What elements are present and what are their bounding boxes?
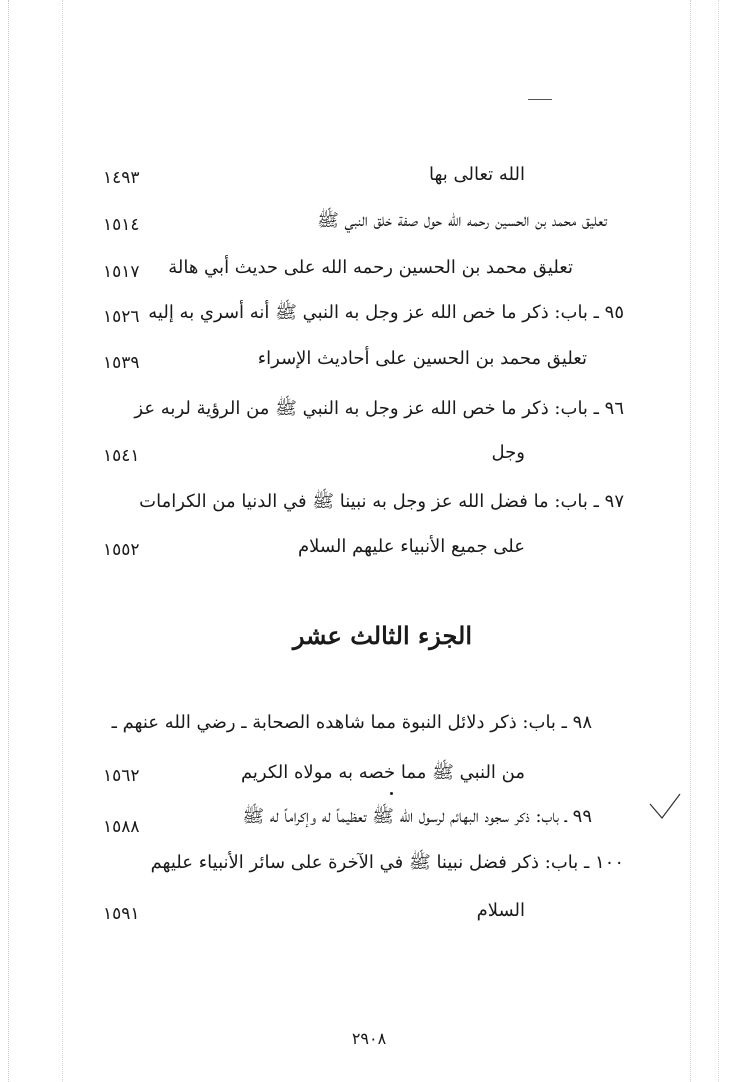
toc-entry-continuation: وجل (491, 442, 525, 463)
toc-page-number: ١٥٢٦ (103, 307, 140, 327)
handwritten-checkmark (648, 792, 682, 820)
toc-page-number: ١٥٩١ (103, 904, 140, 924)
ink-dot (390, 792, 393, 795)
toc-entry-text: ٩٩ ـ باب: ذكر سجود البهائم لرسول الله ﷺ تعظيماً له وإكراماً له ﷺ (242, 806, 592, 827)
toc-entry-text: ١٠٠ ـ باب: ذكر فضل نبينا ﷺ في الآخرة على سائر الأنبياء عليهم (150, 852, 624, 873)
toc-entry-continuation: السلام (476, 900, 525, 921)
toc-page-number: ١٤٩٣ (103, 168, 140, 188)
toc-entry-text: تعليق محمد بن الحسين على أحاديث الإسراء (257, 348, 587, 369)
toc-page-number: ١٥١٧ (103, 262, 140, 282)
toc-entry-text: ٩٥ ـ باب: ذكر ما خص الله عز وجل به النبي ﷺ أنه أسري به إليه (148, 302, 624, 323)
scan-margin-dots (690, 0, 692, 1082)
toc-entry-text: ٩٨ ـ باب: ذكر دلائل النبوة مما شاهده الصحابة ـ رضي الله عنهم ـ (111, 712, 592, 733)
page-folio: ٢٩٠٨ (351, 1029, 387, 1048)
header-rule (528, 99, 552, 100)
scan-margin-dots (62, 0, 64, 1082)
toc-page-number: ١٥٨٨ (103, 817, 140, 837)
toc-entry-text: ٩٧ ـ باب: ما فضل الله عز وجل به نبينا ﷺ في الدنيا من الكرامات (139, 491, 624, 512)
scan-margin-dots (718, 0, 720, 1082)
toc-entry-text: ٩٦ ـ باب: ذكر ما خص الله عز وجل به النبي ﷺ من الرؤية لربه عز (134, 398, 624, 419)
toc-page-number: ١٥١٤ (103, 215, 140, 235)
toc-page-number: ١٥٣٩ (103, 353, 140, 373)
toc-entry-text: تعليق محمد بن الحسين رحمه الله حول صفة خلق النبي ﷺ (317, 210, 607, 231)
toc-entry-text: تعليق محمد بن الحسين رحمه الله على حديث أبي هالة (168, 257, 573, 278)
toc-entry-continuation: على جميع الأنبياء عليهم السلام (297, 536, 525, 557)
toc-page-number: ١٥٦٢ (103, 766, 140, 786)
scan-margin-dots (8, 0, 10, 1082)
toc-entry-text: الله تعالى بها (429, 164, 525, 185)
toc-page-number: ١٥٥٢ (103, 540, 140, 560)
toc-entry-continuation: من النبي ﷺ مما خصه به مولاه الكريم (240, 762, 525, 783)
toc-page-number: ١٥٤١ (103, 446, 140, 466)
section-title: الجزء الثالث عشر (292, 621, 472, 650)
